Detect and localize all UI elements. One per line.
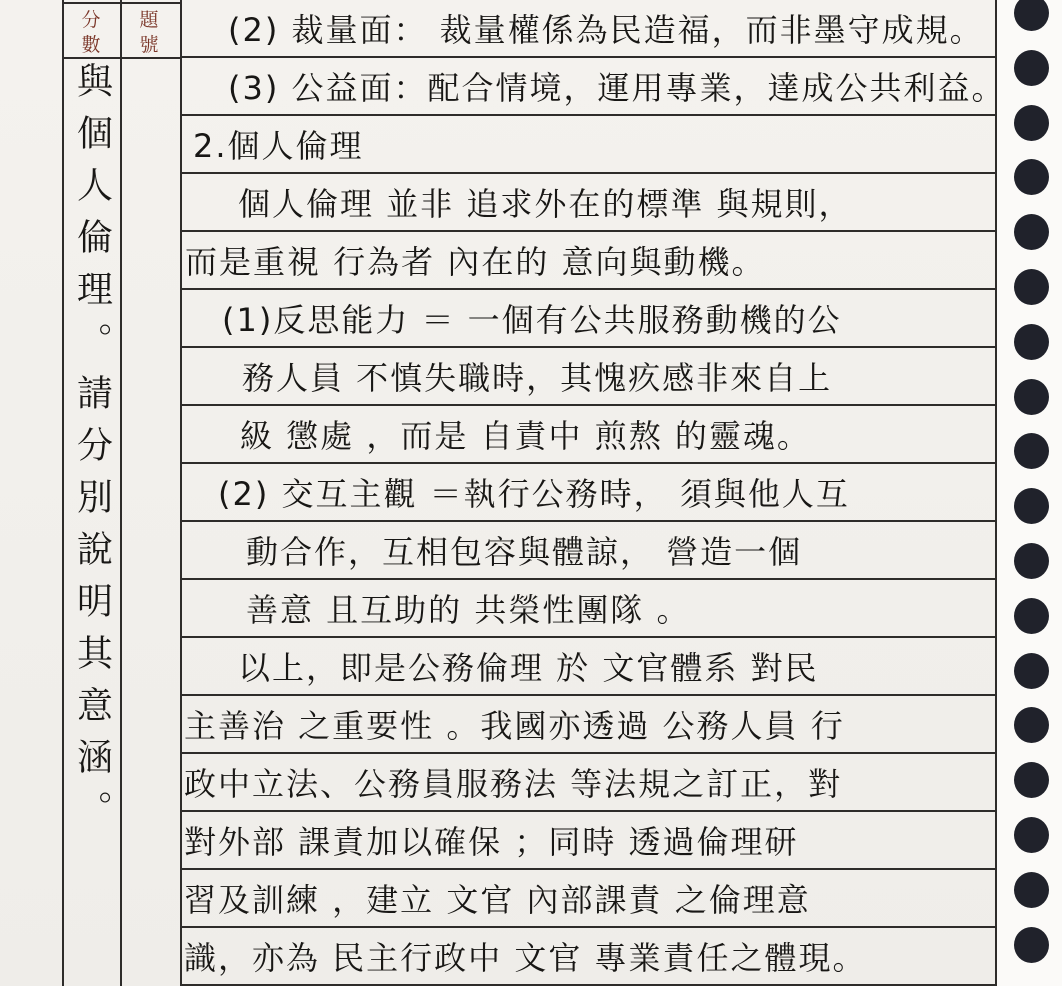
handwritten-line: (2) 交互主觀 ＝執行公務時， 須與他人互 <box>182 464 995 522</box>
handwritten-line: 政中立法、公務員服務法 等法規之訂正，對 <box>182 754 995 812</box>
header-top-border <box>62 2 182 4</box>
binder-hole <box>1014 214 1049 250</box>
handwritten-line: (2) 裁量面： 裁量權係為民造福，而非墨守成規。 <box>182 0 995 58</box>
handwritten-line: 以上，即是公務倫理 於 文官體系 對民 <box>182 638 995 696</box>
binder-hole <box>1014 488 1049 524</box>
handwritten-line: 善意 且互助的 共榮性團隊 。 <box>182 580 995 638</box>
handwritten-line: 級 懲處 ，而是 自責中 煎熬 的靈魂。 <box>182 406 995 464</box>
answer-content <box>182 0 1006 986</box>
binder-hole <box>1014 324 1049 360</box>
main-area-right-border <box>995 0 997 986</box>
score-question-divider <box>120 0 122 986</box>
binder-hole <box>1014 762 1049 798</box>
handwritten-line: 務人員 不慎失職時，其愧疚感非來自上 <box>182 348 995 406</box>
handwritten-line: 個人倫理 並非 追求外在的標準 與規則， <box>182 174 995 232</box>
handwritten-line: 識，亦為 民主行政中 文官 專業責任之體現。 <box>182 928 995 986</box>
handwritten-line: 習及訓練 ，建立 文官 內部課責 之倫理意 <box>182 870 995 928</box>
score-column-header: 分數 <box>81 9 101 56</box>
handwritten-line: (3) 公益面：配合情境，運用專業，達成公共利益。 <box>182 58 995 116</box>
binder-hole <box>1014 927 1049 963</box>
binder-hole <box>1014 269 1049 305</box>
binder-hole <box>1014 50 1049 86</box>
binder-hole <box>1014 598 1049 634</box>
binder-hole <box>1014 872 1049 908</box>
question-margin-note: 與個人倫理。請分別說明其意涵。 <box>71 62 113 842</box>
handwritten-line: 2.個人倫理 <box>182 116 995 174</box>
handwritten-line: 主善治 之重要性 。我國亦透過 公務人員 行 <box>182 696 995 754</box>
handwritten-line: (1)反思能力 ＝ 一個有公共服務動機的公 <box>182 290 995 348</box>
binder-hole <box>1014 379 1049 415</box>
handwritten-line: 對外部 課責加以確保 ；同時 透過倫理研 <box>182 812 995 870</box>
handwritten-line: 動合作，互相包容與體諒， 營造一個 <box>182 522 995 580</box>
binder-hole <box>1014 817 1049 853</box>
binder-hole <box>1014 653 1049 689</box>
handwritten-line: 而是重視 行為者 內在的 意向與動機。 <box>182 232 995 290</box>
binder-hole <box>1014 543 1049 579</box>
question-number-column-header: 題號 <box>139 9 159 56</box>
binder-hole <box>1014 105 1049 141</box>
